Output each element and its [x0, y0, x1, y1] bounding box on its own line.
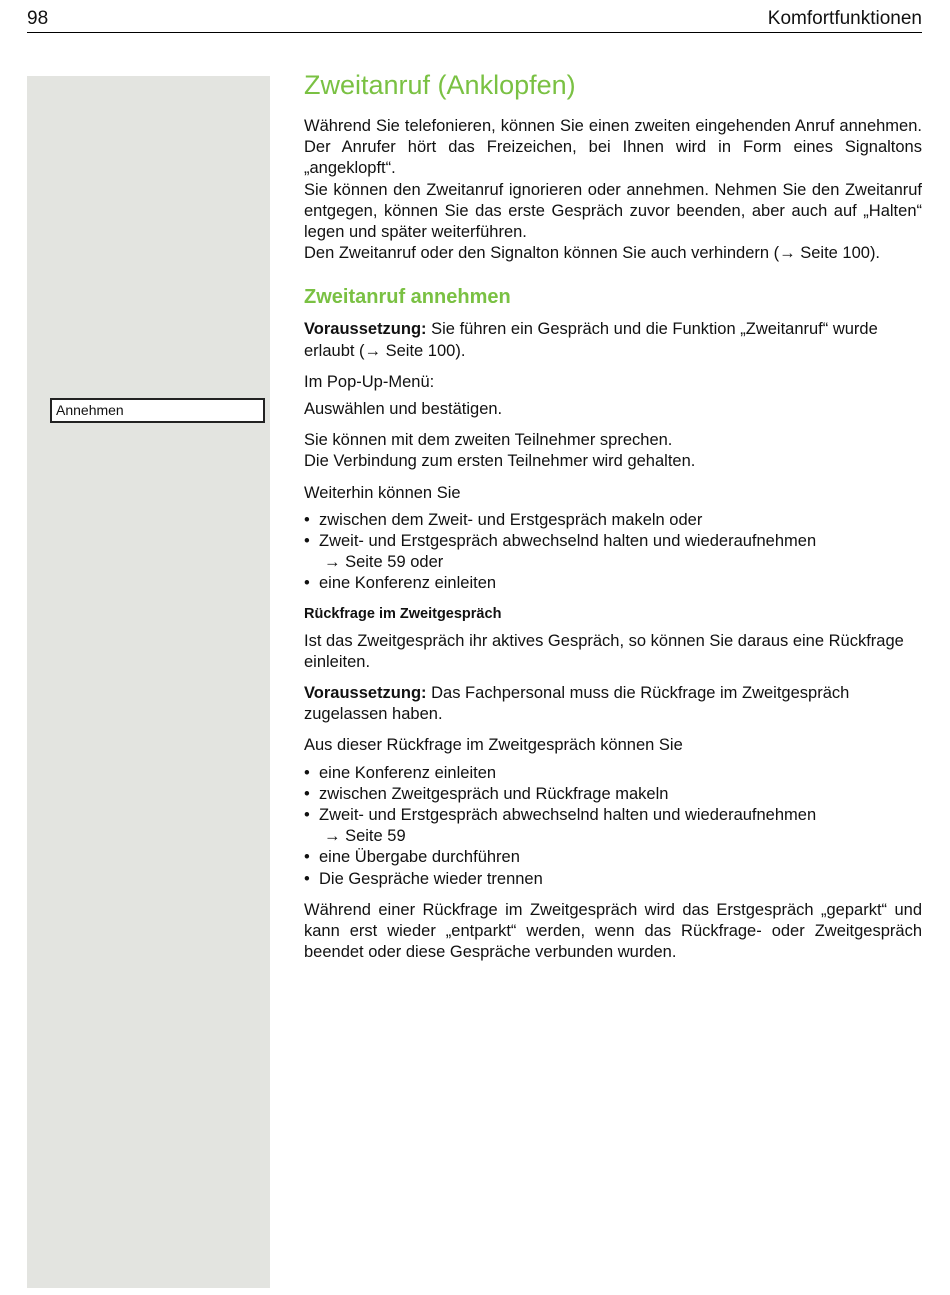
prerequisite-text: Das Fachpersonal muss die Rückfrage im Zweitgespräch zugelassen haben. [304, 684, 850, 724]
intro [304, 116, 922, 264]
list-item: • Die Gespräche wieder trennen [304, 869, 922, 890]
intro-line-1: Während Sie telefonieren, können Sie einen zweiten eingehenden Anruf annehmen. Der Anrufer hört das Freizeichen, bei Ihnen wird in Form eines Signaltons „angeklopft“. [304, 117, 922, 178]
prerequisite-label: Voraussetzung: [304, 684, 427, 703]
menu-item-annehmen[interactable]: Annehmen [50, 398, 265, 423]
talk-line-2: Die Verbindung zum ersten Teilnehmer wird gehalten. [304, 452, 696, 471]
prerequisite-2 [304, 683, 922, 725]
subsection-heading: Rückfrage im Zweitgespräch [304, 605, 502, 622]
page-reference: → Seite 59 [324, 827, 406, 846]
main-content [304, 68, 922, 974]
rueckfrage-options-intro: Aus dieser Rückfrage im Zweitgespräch können Sie [304, 736, 683, 755]
talk-line-1: Sie können mit dem zweiten Teilnehmer sprechen. [304, 431, 673, 450]
list-item: • zwischen Zweitgespräch und Rückfrage makeln [304, 784, 922, 805]
options-list [304, 510, 922, 595]
intro-line-3: Den Zweitanruf oder den Signalton können Sie auch verhindern (→ Seite 100). [304, 244, 881, 263]
intro-line-2: Sie können den Zweitanruf ignorieren oder annehmen. Nehmen Sie den Zweitanruf entgegen, können Sie das erste Gespräch zuvor beenden, aber auch auf „Halten“ legen und später weiterführen. [304, 180, 922, 242]
prerequisite [304, 319, 922, 361]
prerequisite-text: Sie führen ein Gespräch und die Funktion „Zweitanruf“ wurde erlaubt (→ Seite 100). [304, 320, 878, 360]
closing-paragraph: Während einer Rückfrage im Zweitgespräch wird das Erstgespräch „geparkt“ und kann erst wieder „entparkt“ werden, wenn das Rückfrage- oder Zweitgespräch beendet oder diese Gespräche verbunden wurden. [304, 900, 922, 962]
further-options: Weiterhin können Sie [304, 483, 461, 502]
chapter-title: Komfortfunktionen [767, 8, 922, 29]
rueckfrage-options-list [304, 763, 922, 890]
list-item: • Zweit- und Erstgespräch abwechselnd halten und wiederaufnehmen → Seite 59 oder [304, 531, 922, 573]
talk-info [304, 430, 922, 472]
page-title: Zweitanruf (Anklopfen) [304, 70, 576, 100]
list-item: • zwischen dem Zweit- und Erstgespräch makeln oder [304, 510, 922, 531]
list-item: • Zweit- und Erstgespräch abwechselnd halten und wiederaufnehmen → Seite 59 [304, 805, 922, 847]
list-item: • eine Übergabe durchführen [304, 847, 922, 868]
sidebar [27, 76, 270, 1288]
section-heading-annehmen: Zweitanruf annehmen [304, 286, 511, 309]
rueckfrage-intro: Ist das Zweitgespräch ihr aktives Gespräch, so können Sie daraus eine Rückfrage einleiten. [304, 631, 904, 671]
page-header [27, 6, 922, 33]
prerequisite-label: Voraussetzung: [304, 320, 427, 339]
popup-hint: Im Pop-Up-Menü: [304, 372, 435, 391]
list-item: • eine Konferenz einleiten [304, 763, 922, 784]
page-number: 98 [27, 8, 49, 29]
list-item: • eine Konferenz einleiten [304, 573, 922, 594]
select-instruction: Auswählen und bestätigen. [304, 400, 503, 419]
page-reference: → Seite 59 oder [324, 553, 444, 572]
